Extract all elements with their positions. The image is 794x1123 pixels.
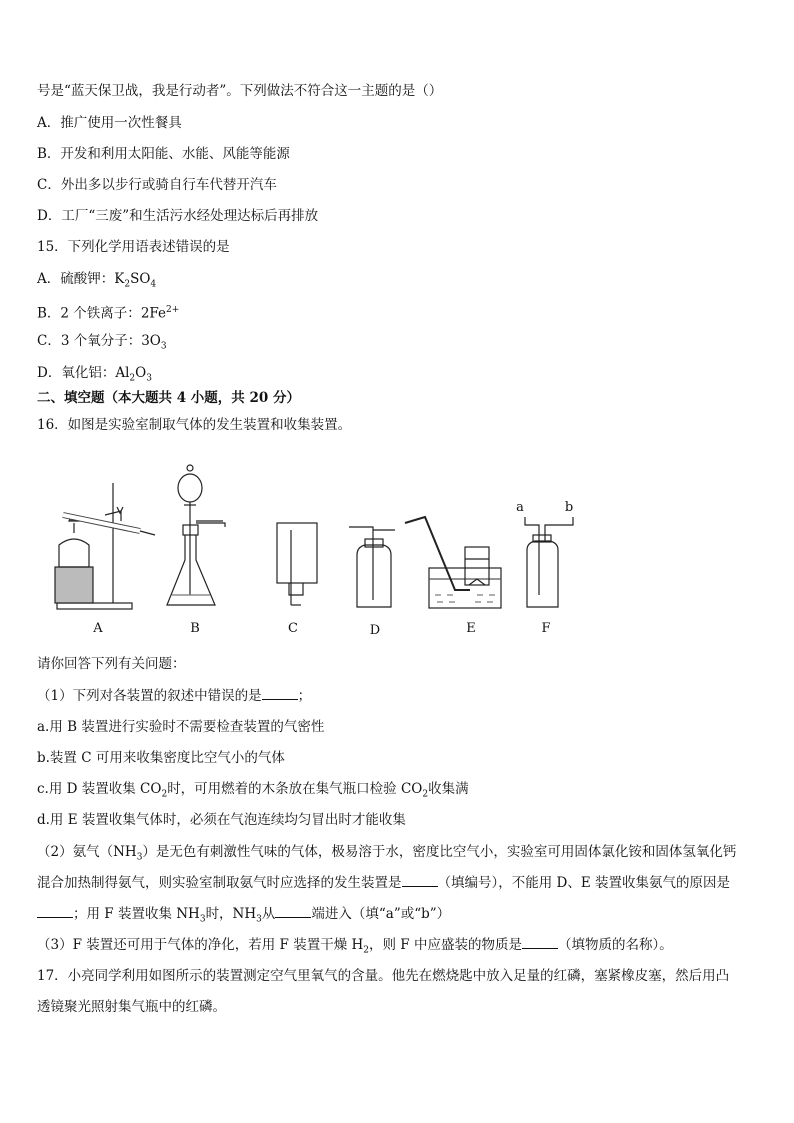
label-b: B [190, 621, 200, 636]
label-f: F [541, 621, 551, 636]
q15-option-a: A．硫酸钾：$K_2SO_4$ [37, 271, 157, 290]
answer-blank[interactable] [402, 874, 438, 887]
q15-option-c: C．3 个氧分子：$3O_3$ [37, 333, 167, 352]
answer-blank[interactable] [37, 905, 73, 918]
q16-stem: 16．如图是实验室制取气体的发生装置和收集装置。 [37, 417, 352, 433]
apparatus-figure [45, 455, 605, 640]
q16-part2-line3: ；用 F 装置收集 $NH_3$时，$NH_3$从 端进入（填“a”或“b”） [37, 905, 450, 929]
q16-option-c: c.用 D 装置收集 $CO_2$时，可用燃着的木条放在集气瓶口检验 $CO_2$收集满 [37, 781, 469, 800]
answer-blank[interactable] [275, 905, 311, 918]
q14-option-d: D．工厂“三废”和生活污水经处理达标后再排放 [37, 208, 319, 224]
label-e: E [466, 621, 476, 636]
apparatus-f [525, 517, 573, 607]
port-a-label: a [516, 500, 524, 515]
apparatus-a [55, 483, 155, 609]
q14-option-c: C．外出多以步行或骑自行车代替开汽车 [37, 177, 277, 193]
port-b-label: b [564, 500, 574, 515]
apparatus-d [349, 527, 395, 607]
q16-part2-line1: （2）氨气$(NH_3)$是无色有刺激性气味的气体，极易溶于水，密度比空气小，实验室可用固体氯化铵和固体氢氧化钙 [37, 844, 737, 863]
label-a: A [93, 621, 103, 636]
q15-option-d: D．氧化铝：$Al_2O_3$ [37, 365, 152, 384]
section-title: 二、填空题（本大题共 4 小题，共 20 分） [37, 390, 300, 406]
label-d: D [369, 623, 381, 638]
q14-option-b: B．开发和利用太阳能、水能、风能等能源 [37, 146, 290, 162]
q16-option-d: d.用 E 装置收集气体时，必须在气泡连续均匀冒出时才能收集 [37, 812, 406, 828]
label-c: C [288, 621, 298, 636]
q16-part3: （3）F 装置还可用于气体的净化，若用 F 装置干燥 $H_2$，则 F 中应盛装的物质是 （填物质的名称）。 [37, 937, 673, 956]
q14-option-a: A．推广使用一次性餐具 [37, 115, 182, 131]
q17-line2: 透镜聚光照射集气瓶中的红磷。 [37, 999, 226, 1015]
q16-option-a: a.用 B 装置进行实验时不需要检查装置的气密性 [37, 719, 325, 735]
q16-part2-line2: 混合加热制得氨气，则实验室制取氨气时应选择的发生装置是 （填编号），不能用 D、E 装置收集氨气的原因是 [37, 875, 731, 891]
apparatus-b [167, 465, 225, 605]
q16-prompt: 请你回答下列有关问题： [37, 656, 186, 672]
q15-stem: 15．下列化学用语表述错误的是 [37, 239, 230, 255]
answer-blank[interactable] [262, 687, 298, 700]
apparatus-c [277, 523, 317, 605]
q14-stem: 号是“蓝天保卫战，我是行动者”。下列做法不符合这一主题的是（） [37, 83, 443, 99]
q16-part1: （1）下列对各装置的叙述中错误的是 ； [37, 688, 312, 704]
q17-line1: 17．小亮同学利用如图所示的装置测定空气里氧气的含量。他先在燃烧匙中放入足量的红磷，塞紧橡皮塞，然后用凸 [37, 968, 730, 984]
apparatus-e [405, 517, 501, 608]
q16-option-b: b.装置 C 可用来收集密度比空气小的气体 [37, 750, 285, 766]
answer-blank[interactable] [522, 936, 558, 949]
q15-option-b: B．2 个铁离子：$2Fe^{2+}$ [37, 305, 180, 322]
